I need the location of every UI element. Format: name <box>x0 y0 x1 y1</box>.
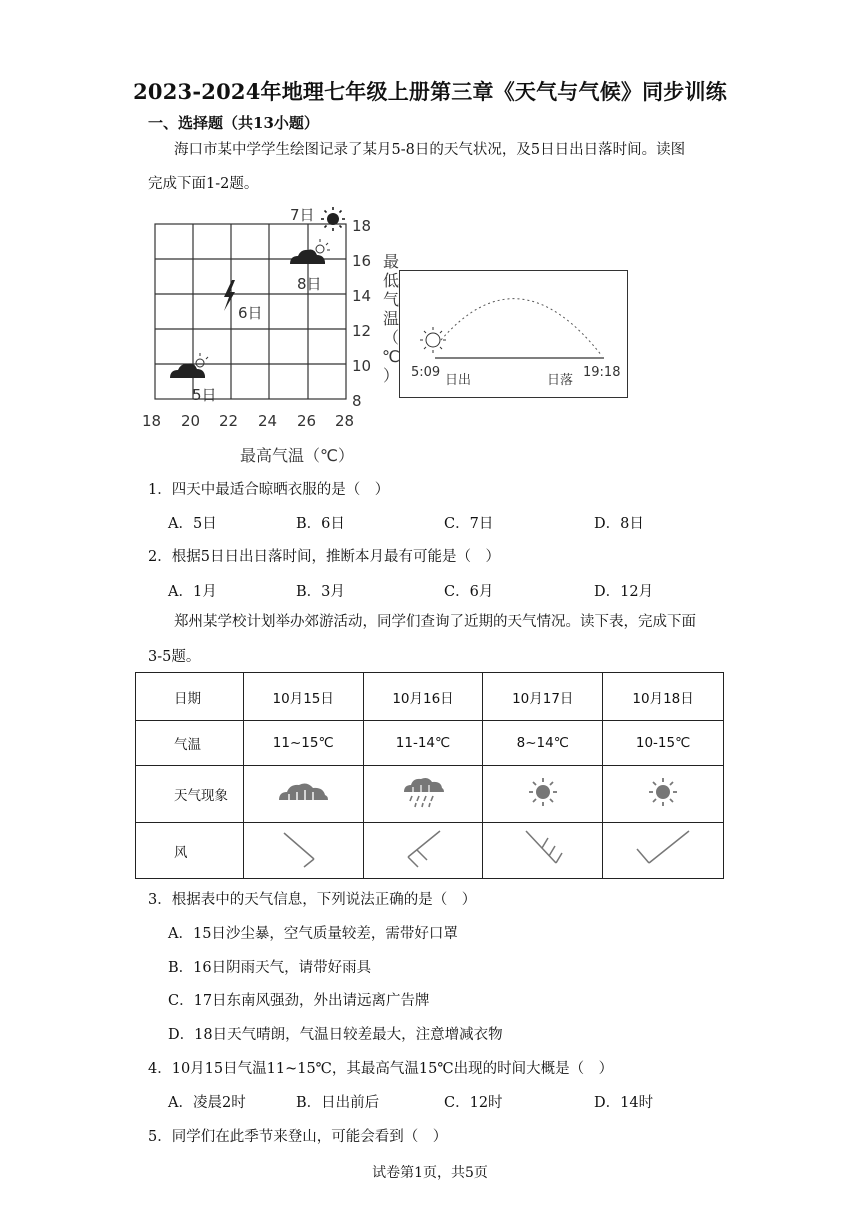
intro2-line2: 3-5题。 <box>148 649 201 665</box>
temp-cell: 10-15℃ <box>603 721 724 766</box>
weather-cell <box>603 766 724 823</box>
sunset-label: 日落 <box>547 373 574 388</box>
rain-cloud-icon <box>401 776 445 808</box>
wind-cell <box>243 823 363 879</box>
table-row-dates <box>136 673 724 721</box>
question-4-option-b[interactable]: B．日出前后 <box>296 1095 380 1111</box>
x-axis-label: 最高气温（℃） <box>240 446 354 465</box>
y-axis-label: 最 低 气 温 （ ℃ ） <box>382 252 400 385</box>
table-row-wind <box>136 823 724 879</box>
question-3-option-c[interactable]: C．17日东南风强劲，外出请远离广告牌 <box>168 993 430 1009</box>
y-tick-label: 16 <box>352 252 372 270</box>
weather-grid-figure <box>140 200 400 470</box>
question-2-option-c[interactable]: C．6月 <box>444 584 494 600</box>
question-4-stem: 4．10月15日气温11~15℃，其最高气温15℃出现的时间大概是（ ） <box>148 1061 614 1077</box>
question-1-option-c[interactable]: C．7日 <box>444 516 494 532</box>
weather-cell <box>363 766 483 823</box>
x-tick-label: 18 <box>142 412 162 430</box>
x-tick-label: 28 <box>335 412 355 430</box>
y-tick-label: 10 <box>352 357 372 375</box>
wind-cell <box>603 823 724 879</box>
temp-cell: 11~15℃ <box>243 721 363 766</box>
x-tick-labels <box>142 412 354 430</box>
question-2-stem: 2．根据5日日出日落时间，推断本月最有可能是（ ） <box>148 549 500 565</box>
section-heading: 一、选择题（共13小题） <box>148 114 319 132</box>
question-2-option-d[interactable]: D．12月 <box>594 584 654 600</box>
y-tick-label: 12 <box>352 322 372 340</box>
sunset-time: 19:18 <box>583 365 621 380</box>
wind-barb-icon <box>278 827 328 871</box>
question-1-stem: 1．四天中最适合晾晒衣服的是（ ） <box>148 482 390 498</box>
y-tick-label: 8 <box>352 392 362 410</box>
question-4-option-a[interactable]: A．凌晨2时 <box>168 1095 246 1111</box>
sunny-icon <box>528 777 558 807</box>
weather-cell <box>243 766 363 823</box>
date-cell: 10月16日 <box>363 673 483 721</box>
date-cell: 10月15日 <box>243 673 363 721</box>
x-tick-label: 22 <box>219 412 239 430</box>
question-2-option-a[interactable]: A．1月 <box>168 584 217 600</box>
question-3-option-b[interactable]: B．16日阴雨天气，请带好雨具 <box>168 960 372 976</box>
wind-barb-icon <box>518 827 568 871</box>
point-label-7: 7日 <box>290 206 315 224</box>
wind-barb-icon <box>633 827 693 871</box>
cloud-sun-icon <box>170 353 210 378</box>
temp-cell: 11-14℃ <box>363 721 483 766</box>
row-label-weather: 天气现象 <box>136 766 244 823</box>
row-label-wind: 风 <box>136 823 244 879</box>
point-label-6: 6日 <box>238 304 263 322</box>
sunrise-time: 5:09 <box>411 365 441 380</box>
question-1-option-a[interactable]: A．5日 <box>168 516 217 532</box>
x-tick-label: 24 <box>258 412 278 430</box>
question-3-option-d[interactable]: D．18日天气晴朗，气温日较差最大，注意增减衣物 <box>168 1027 503 1043</box>
question-1-option-b[interactable]: B．6日 <box>296 516 345 532</box>
y-tick-labels <box>352 217 371 410</box>
x-tick-label: 20 <box>181 412 201 430</box>
sunrise-label: 日出 <box>445 373 472 388</box>
wind-cell <box>363 823 483 879</box>
wind-cell <box>483 823 603 879</box>
intro2-line1: 郑州某学校计划举办郊游活动，同学们查询了近期的天气情况。读下表，完成下面 <box>174 614 696 630</box>
sun-icon <box>420 327 446 353</box>
lightning-icon <box>224 280 235 311</box>
row-label-temp: 气温 <box>136 721 244 766</box>
question-1-option-d[interactable]: D．8日 <box>594 516 644 532</box>
cloud-sun-icon <box>290 239 330 264</box>
sunny-icon <box>648 777 678 807</box>
question-3-stem: 3．根据表中的天气信息，下列说法正确的是（ ） <box>148 892 477 908</box>
date-cell: 10月18日 <box>603 673 724 721</box>
question-2-option-b[interactable]: B．3月 <box>296 584 345 600</box>
wind-barb-icon <box>398 827 448 871</box>
weather-table <box>135 672 724 879</box>
table-row-weather <box>136 766 724 823</box>
date-cell: 10月17日 <box>483 673 603 721</box>
intro1-line1: 海口市某中学学生绘图记录了某月5-8日的天气状况，及5日日出日落时间。读图 <box>174 142 686 158</box>
question-5-stem: 5．同学们在此季节来登山，可能会看到（ ） <box>148 1129 448 1145</box>
point-label-8: 8日 <box>297 275 322 293</box>
x-tick-label: 26 <box>297 412 317 430</box>
question-4-option-c[interactable]: C．12时 <box>444 1095 503 1111</box>
table-row-temps <box>136 721 724 766</box>
page-title: 2023-2024年地理七年级上册第三章《天气与气候》同步训练 <box>133 79 727 104</box>
page-footer: 试卷第1页，共5页 <box>372 1165 488 1181</box>
sunrise-sunset-figure <box>399 270 629 400</box>
question-4-option-d[interactable]: D．14时 <box>594 1095 654 1111</box>
y-tick-label: 18 <box>352 217 372 235</box>
temp-cell: 8~14℃ <box>483 721 603 766</box>
question-3-option-a[interactable]: A．15日沙尘暴，空气质量较差，需带好口罩 <box>168 926 458 942</box>
cloudy-icon <box>275 780 331 804</box>
sun-icon <box>321 207 345 231</box>
point-label-5: 5日 <box>192 386 217 404</box>
row-label-date: 日期 <box>136 673 244 721</box>
intro1-line2: 完成下面1-2题。 <box>148 176 259 192</box>
weather-cell <box>483 766 603 823</box>
y-tick-label: 14 <box>352 287 372 305</box>
